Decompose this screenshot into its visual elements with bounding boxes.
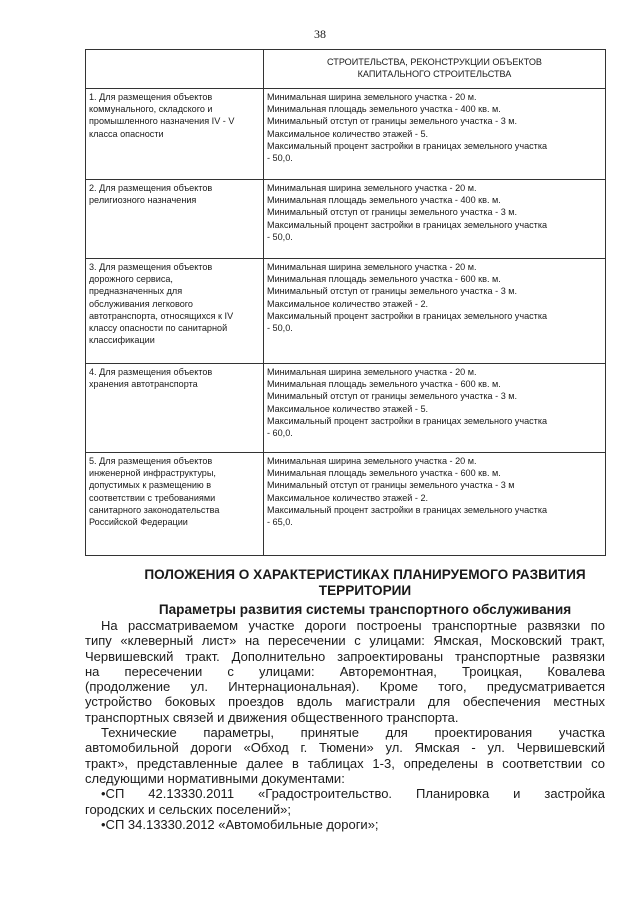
- land-use-cell: [86, 364, 264, 453]
- parameter-line: Максимальный процент застройки в границах земельного участка: [267, 415, 548, 426]
- table-header-cell: [264, 50, 606, 89]
- parameter-line: - 65,0.: [267, 517, 293, 528]
- paragraph-line: (продолжение ул. Интернациональная). Кроме того, предусматривается: [85, 679, 605, 695]
- parameter-line: - 50,0.: [267, 153, 293, 164]
- land-use-cell: [86, 180, 264, 259]
- parameters-cell: [264, 259, 606, 364]
- land-use-line: классу опасности по санитарной: [89, 323, 228, 334]
- parameter-line: Минимальная ширина земельного участка - 20 м.: [267, 183, 477, 193]
- land-use-line: соответствии с требованиями: [89, 492, 216, 503]
- land-use-line: Российской Федерации: [89, 517, 188, 528]
- paragraph-line: Технические параметры, принятые для проектирования участка: [101, 725, 605, 741]
- parameter-line: - 50,0.: [267, 323, 293, 334]
- land-use-line: 4. Для размещения объектов: [89, 367, 213, 377]
- table-header-line: СТРОИТЕЛЬСТВА, РЕКОНСТРУКЦИИ ОБЪЕКТОВ: [327, 57, 542, 67]
- parameter-line: Минимальная площадь земельного участка - 600 кв. м.: [267, 274, 501, 285]
- land-use-line: автотранспорта, относящихся к IV: [89, 310, 234, 321]
- parameter-line: Минимальная площадь земельного участка - 600 кв. м.: [267, 468, 501, 479]
- land-use-cell: [86, 453, 264, 556]
- parameter-line: Минимальная площадь земельного участка - 400 кв. м.: [267, 195, 501, 206]
- list-item: [85, 786, 605, 817]
- land-use-line: дорожного сервиса,: [89, 274, 173, 285]
- parameter-line: Максимальный процент застройки в границах земельного участка: [267, 140, 548, 151]
- bullet-line: •СП 34.13330.2012 «Автомобильные дороги»;: [101, 816, 379, 832]
- land-use-line: классификации: [89, 335, 155, 346]
- section-title: [85, 567, 605, 599]
- table-row: [86, 259, 606, 364]
- parameter-line: Минимальный отступ от границы земельного участка - 3 м.: [267, 286, 518, 297]
- parameter-line: Максимальный процент застройки в границах земельного участка: [267, 310, 548, 321]
- land-use-line: 3. Для размещения объектов: [89, 262, 213, 272]
- parameter-line: Минимальная ширина земельного участка - 20 м.: [267, 456, 477, 466]
- parameters-cell: [264, 180, 606, 259]
- parameter-line: Минимальный отступ от границы земельного участка - 3 м: [267, 480, 515, 491]
- section-title-line: ТЕРРИТОРИИ: [318, 583, 412, 598]
- subsection-title: Параметры развития системы транспортного обслуживания: [158, 602, 572, 617]
- parameters-cell: [264, 364, 606, 453]
- land-use-line: религиозного назначения: [89, 195, 197, 206]
- parameter-line: Максимальное количество этажей - 5.: [267, 128, 429, 139]
- land-use-line: промышленного назначения IV - V: [89, 116, 235, 127]
- parameter-line: Максимальное количество этажей - 5.: [267, 403, 429, 414]
- land-use-cell: [86, 259, 264, 364]
- parameters-cell: [264, 453, 606, 556]
- paragraph-line: следующими нормативными документами:: [85, 770, 345, 786]
- land-use-parameters-table: [85, 49, 606, 556]
- table-row: [86, 180, 606, 259]
- parameter-line: Минимальный отступ от границы земельного участка - 3 м.: [267, 207, 518, 218]
- paragraph-technical-parameters: [85, 725, 605, 786]
- land-use-line: хранения автотранспорта: [89, 379, 198, 390]
- paragraph-line: автомобильной дороги «Обход г. Тюмени» ул. Ямская - ул. Червишевский: [85, 740, 605, 756]
- parameter-line: Минимальный отступ от границы земельного участка - 3 м.: [267, 116, 518, 127]
- parameter-line: Максимальный процент застройки в границах земельного участка: [267, 504, 548, 515]
- parameter-line: Минимальная ширина земельного участка - 20 м.: [267, 262, 477, 272]
- parameter-line: Минимальный отступ от границы земельного участка - 3 м.: [267, 391, 518, 402]
- parameter-line: - 50,0.: [267, 231, 293, 242]
- paragraph-line: на пересечении с улицами: Авторемонтная, Троицкая, Ковалева: [85, 663, 605, 679]
- section-title-line: ПОЛОЖЕНИЯ О ХАРАКТЕРИСТИКАХ ПЛАНИРУЕМОГО РАЗВИТИЯ: [144, 567, 586, 582]
- table-header-line: КАПИТАЛЬНОГО СТРОИТЕЛЬСТВА: [357, 69, 512, 80]
- bullet-line: •СП 42.13330.2011 «Градостроительство. Планировка и застройка: [101, 786, 605, 802]
- parameter-line: Максимальный процент застройки в границах земельного участка: [267, 219, 548, 230]
- paragraph-line: Червишевский тракт. Дополнительно запроектированы транспортные развязки: [85, 648, 605, 664]
- land-use-line: коммунального, складского и: [89, 104, 213, 115]
- land-use-line: предназначенных для: [89, 286, 183, 297]
- parameter-line: Максимальное количество этажей - 2.: [267, 298, 429, 309]
- main-text: [85, 567, 605, 832]
- paragraph-line: транспортных связей и движения общественного транспорта.: [85, 709, 459, 725]
- parameters-cell: [264, 89, 606, 180]
- paragraph-line: типу «клеверный лист» на пересечении с улицами: Ямская, Московский тракт,: [85, 633, 605, 649]
- land-use-cell: [86, 89, 264, 180]
- land-use-line: 1. Для размещения объектов: [89, 92, 213, 102]
- land-use-line: 5. Для размещения объектов: [89, 456, 213, 466]
- land-use-line: класса опасности: [89, 128, 164, 139]
- land-use-line: санитарного законодательства: [89, 504, 220, 515]
- parameter-line: Минимальная ширина земельного участка - 20 м.: [267, 367, 477, 377]
- table-row: [86, 453, 606, 556]
- parameter-line: Максимальное количество этажей - 2.: [267, 492, 429, 503]
- list-item: [85, 817, 605, 832]
- parameter-line: Минимальная ширина земельного участка - 20 м.: [267, 92, 477, 102]
- land-use-line: 2. Для размещения объектов: [89, 183, 213, 193]
- table-row: [86, 364, 606, 453]
- parameter-line: Минимальная площадь земельного участка - 600 кв. м.: [267, 379, 501, 390]
- page-number: 38: [314, 27, 326, 41]
- land-use-line: допустимых к размещению в: [89, 480, 212, 491]
- paragraph-line: тракт», представленные далее в таблицах 1-3, определены в соответствии со: [85, 755, 605, 771]
- paragraph-interchanges: [85, 618, 605, 725]
- parameter-line: Минимальная площадь земельного участка - 400 кв. м.: [267, 104, 501, 115]
- paragraph-line: устройство боковых проездов вдоль магистрали для обеспечения местных: [85, 694, 605, 710]
- land-use-line: обслуживания легкового: [89, 298, 193, 309]
- land-use-line: инженерной инфраструктуры,: [89, 468, 216, 479]
- bullet-line: городских и сельских поселений»;: [85, 801, 292, 817]
- parameter-line: - 60,0.: [267, 428, 293, 439]
- table-row: [86, 89, 606, 180]
- paragraph-line: На рассматриваемом участке дороги построены транспортные развязки по: [101, 618, 605, 633]
- table-header-row: [86, 50, 606, 89]
- table-header-empty-cell: [86, 50, 264, 89]
